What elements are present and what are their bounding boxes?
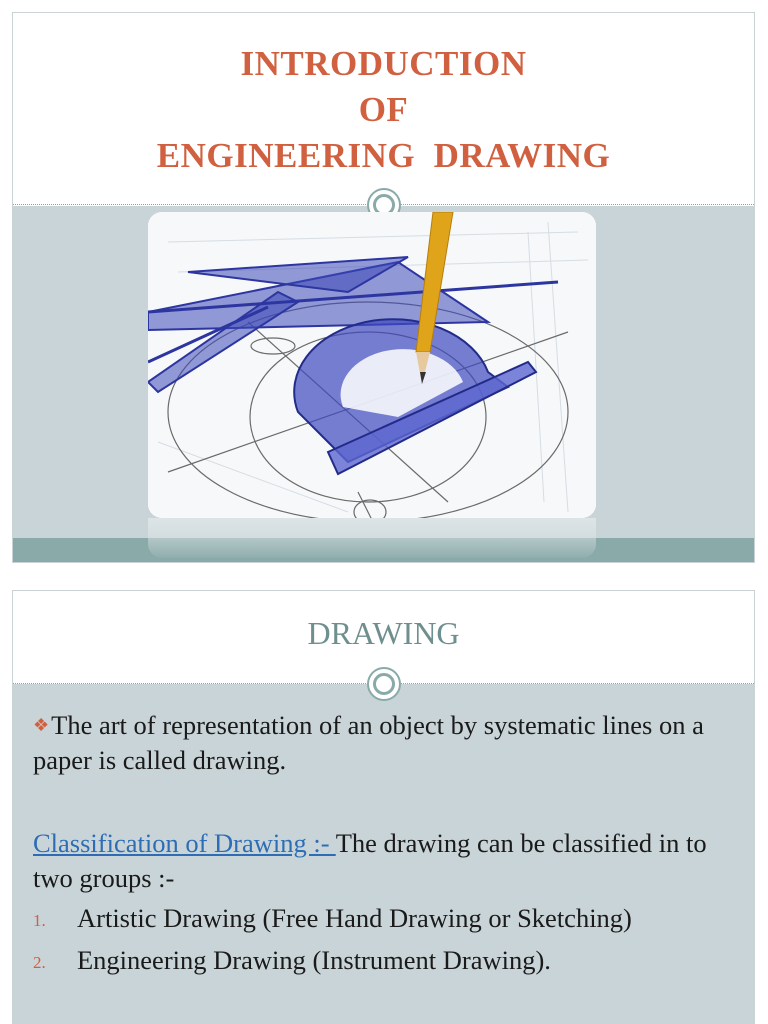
classification-text: The drawing can be classified in to two groups :- [33, 828, 707, 893]
title-line-2: OF [358, 90, 409, 129]
slide-title-area [13, 13, 754, 206]
definition-text: The art of representation of an object by systematic lines on a paper is called drawing. [33, 710, 704, 775]
list-item [33, 943, 753, 985]
classification-paragraph [33, 826, 743, 896]
definition-bullet [33, 708, 733, 778]
title-line-3: ENGINEERING DRAWING [156, 136, 611, 175]
slide-drawing [12, 590, 755, 1024]
diamond-bullet-icon: ❖ [33, 715, 50, 735]
title-line-1: INTRODUCTION [240, 44, 527, 83]
list-text: Engineering Drawing (Instrument Drawing). [77, 945, 551, 975]
list-number: 1. [33, 911, 46, 930]
slide-title: DRAWING [307, 615, 460, 651]
drawing-instruments-illustration [148, 212, 596, 518]
slide-title [13, 41, 754, 179]
photo-reflection [148, 518, 596, 558]
divider-ring-icon [367, 667, 401, 701]
classification-list [33, 901, 753, 985]
drawing-instruments-photo [148, 212, 596, 518]
classification-link[interactable]: Classification of Drawing :- [33, 828, 336, 858]
list-text: Artistic Drawing (Free Hand Drawing or Sketching) [77, 903, 632, 933]
list-number: 2. [33, 953, 46, 972]
list-item [33, 901, 753, 943]
